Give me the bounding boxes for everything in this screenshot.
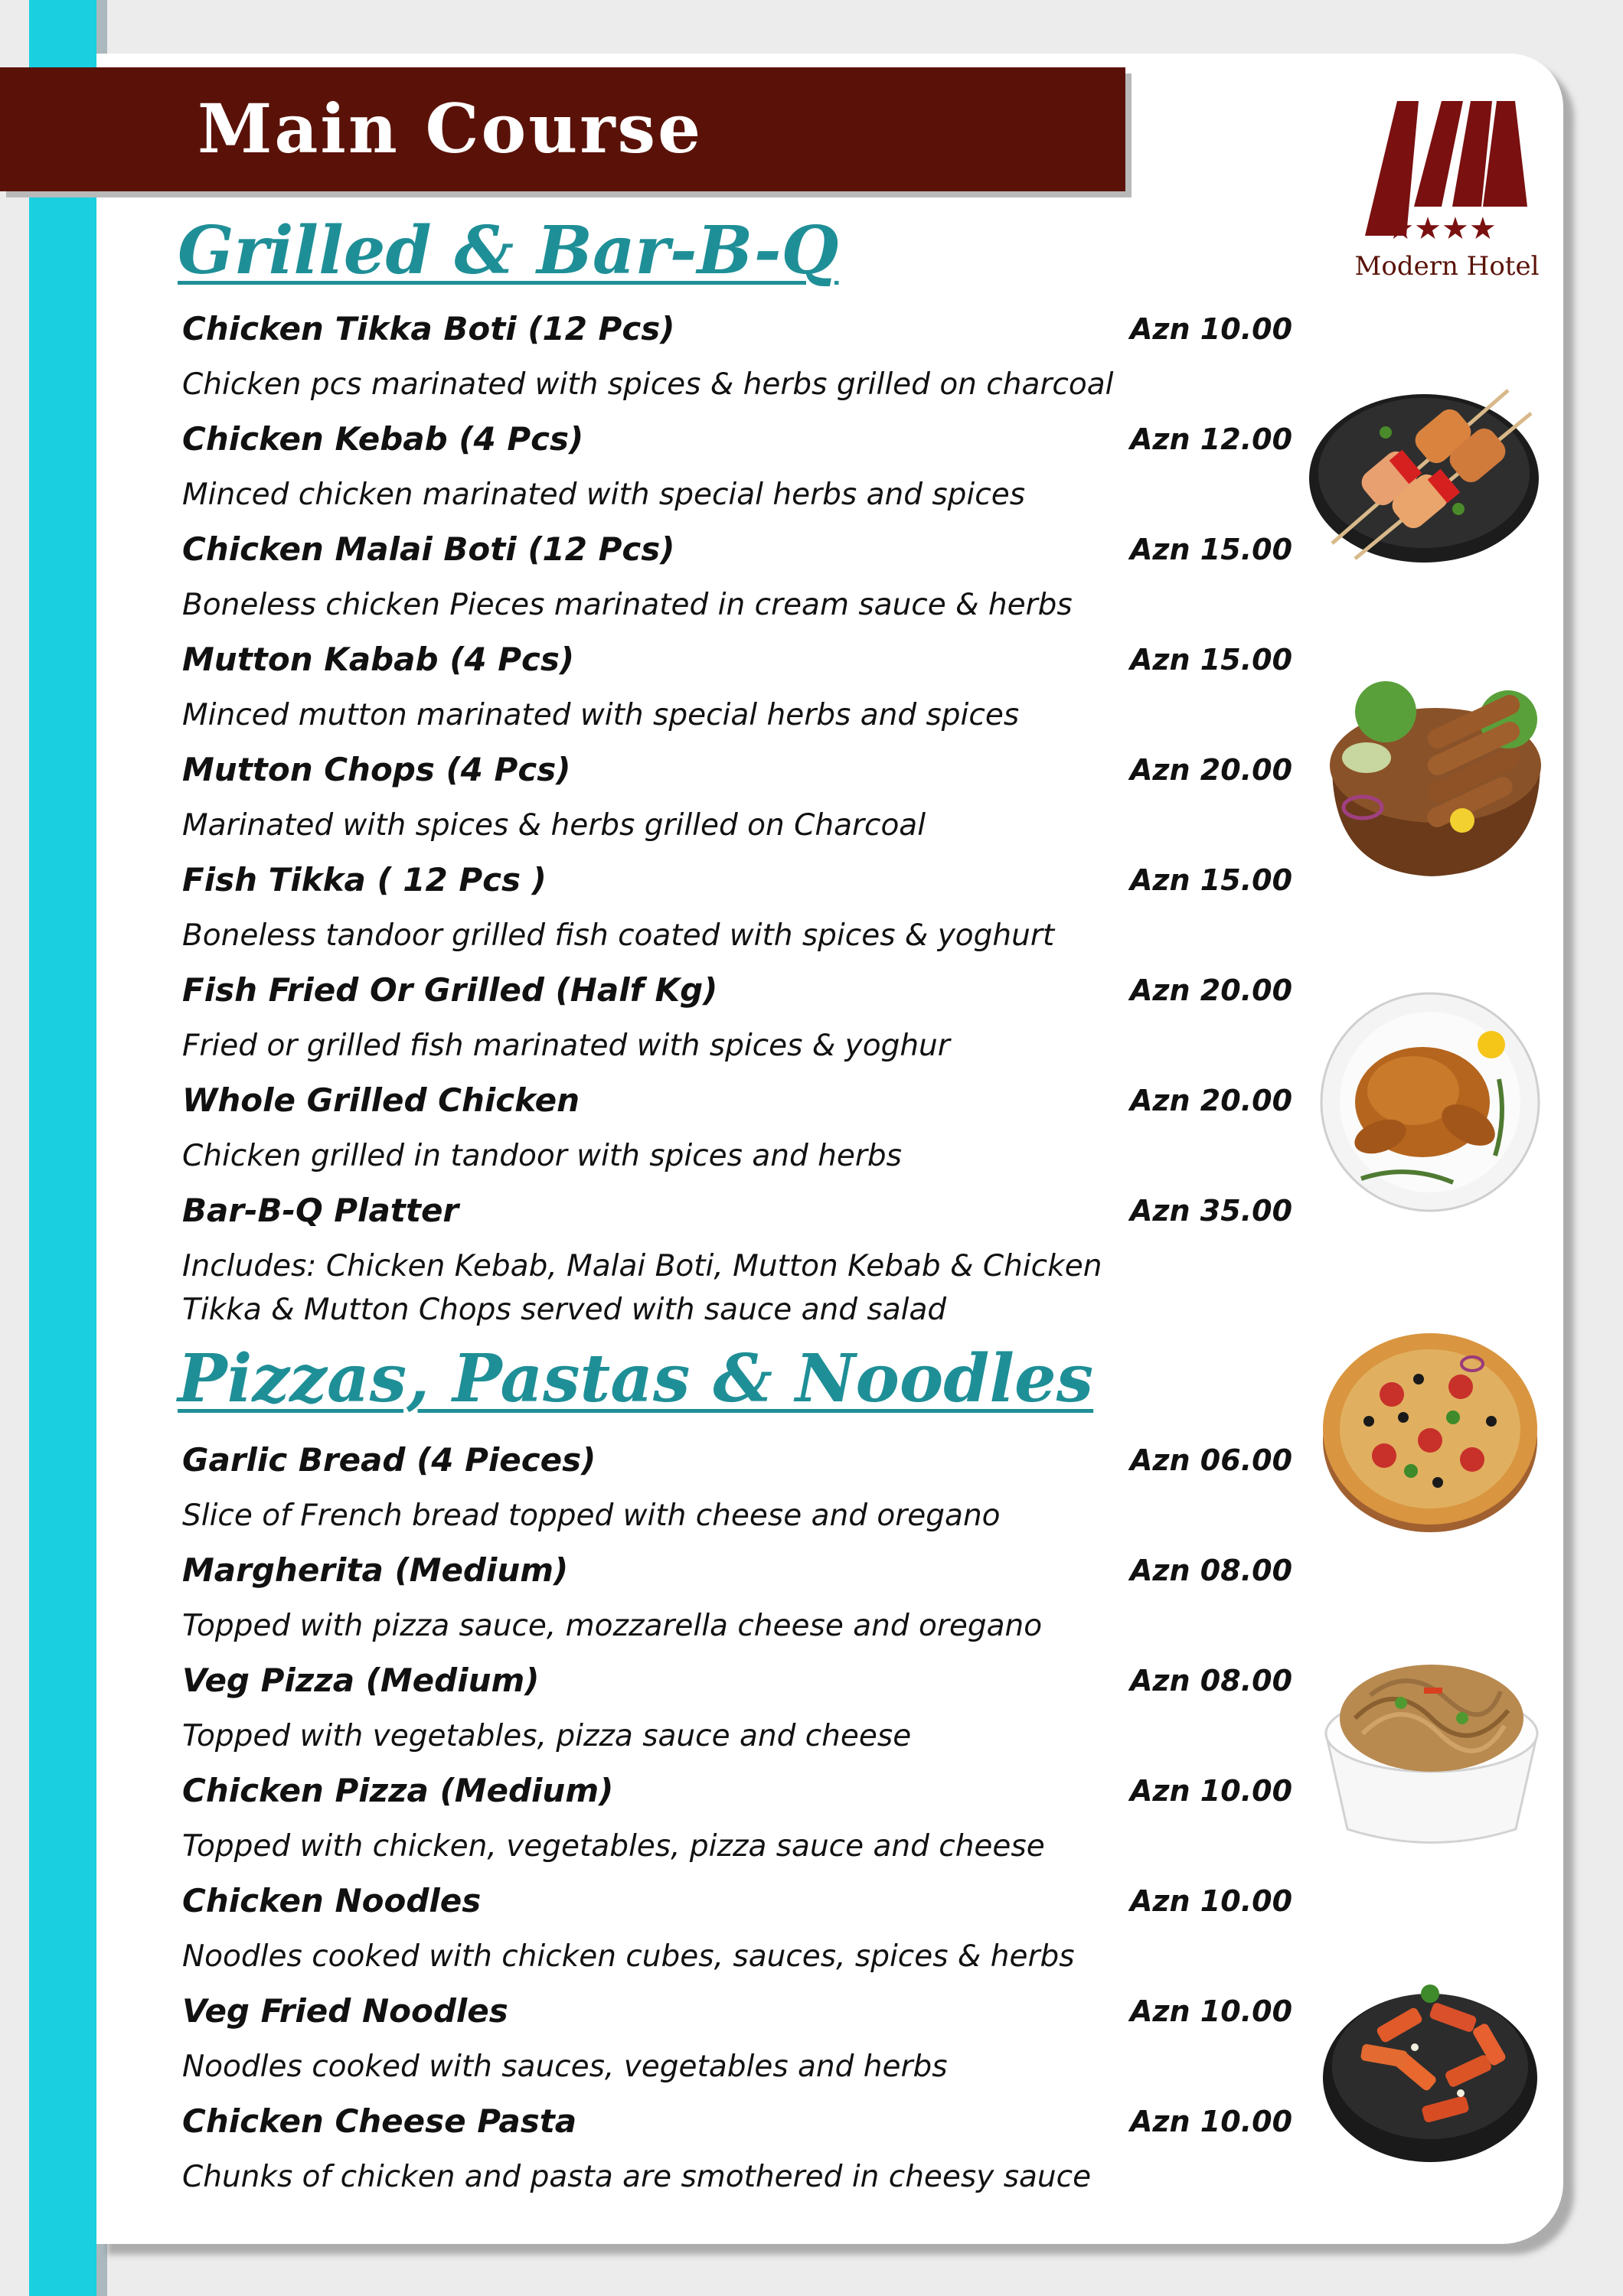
item-price: Azn 15.00: [1130, 863, 1293, 897]
item-price: Azn 20.00: [1130, 753, 1293, 787]
item-name: Veg Pizza (Medium): [182, 1662, 540, 1699]
item-price: Azn 20.00: [1130, 974, 1293, 1007]
menu-item: [182, 1880, 1293, 1990]
item-price: Azn 35.00: [1130, 1194, 1293, 1228]
item-description: Noodles cooked with sauces, vegetables and herbs: [182, 2050, 948, 2084]
menu-item: [182, 2100, 1293, 2210]
menu-item: [182, 969, 1293, 1079]
item-price: Azn 15.00: [1130, 533, 1293, 566]
item-price: Azn 20.00: [1130, 1084, 1293, 1117]
item-price: Azn 12.00: [1130, 422, 1293, 456]
section-heading-pizzas: Pizzas, Pastas & Noodles: [178, 1340, 1094, 1417]
item-description: Includes: Chicken Kebab, Malai Boti, Mutton Kebab & Chicken Tikka & Mutton Chops served with sauce and salad: [182, 1249, 1102, 1327]
item-name: Whole Grilled Chicken: [182, 1081, 580, 1119]
menu-item: [182, 1990, 1293, 2100]
menu-item: [182, 748, 1293, 859]
penne-pasta-image: [1315, 1948, 1545, 2170]
logo-stars: ★★★★: [1386, 211, 1497, 246]
item-description: Slice of French bread topped with cheese and oregano: [182, 1499, 1001, 1533]
item-description: Minced chicken marinated with special herbs and spices: [182, 478, 1026, 512]
item-description: Boneless tandoor grilled fish coated with spices & yoghurt: [182, 918, 1055, 953]
noodles-image: [1317, 1634, 1546, 1856]
item-name: Garlic Bread (4 Pieces): [182, 1441, 596, 1479]
item-name: Fish Fried Or Grilled (Half Kg): [182, 971, 718, 1009]
item-price: Azn 15.00: [1130, 643, 1293, 677]
item-description: Boneless chicken Pieces marinated in cream sauce & herbs: [182, 588, 1073, 622]
item-name: Bar-B-Q Platter: [182, 1192, 459, 1229]
item-description: Chunks of chicken and pasta are smothered in cheesy sauce: [182, 2160, 1092, 2194]
menu-item: [182, 859, 1293, 969]
item-price: Azn 06.00: [1130, 1443, 1293, 1477]
item-name: Chicken Cheese Pasta: [182, 2102, 577, 2140]
item-description: Topped with pizza sauce, mozzarella cheese and oregano: [182, 1609, 1043, 1643]
menu-item: [182, 308, 1293, 418]
hotel-name: Modern Hotel: [1354, 251, 1540, 282]
item-description: Chicken pcs marinated with spices & herbs grilled on charcoal: [182, 367, 1114, 402]
item-name: Chicken Malai Boti (12 Pcs): [182, 530, 675, 568]
menu-item: [182, 1189, 1293, 1341]
left-accent-bar: [29, 0, 96, 2296]
item-description: Topped with vegetables, pizza sauce and cheese: [182, 1719, 912, 1753]
pizza-image: [1315, 1318, 1545, 1540]
grilled-items: [182, 308, 1293, 1341]
item-description: Noodles cooked with chicken cubes, sauces, spices & herbs: [182, 1939, 1075, 1974]
menu-item: [182, 1549, 1293, 1659]
item-name: Chicken Noodles: [182, 1882, 482, 1919]
item-name: Fish Tikka ( 12 Pcs ): [182, 861, 547, 899]
item-name: Veg Fried Noodles: [182, 1992, 508, 2030]
item-price: Azn 10.00: [1130, 2105, 1293, 2138]
seekh-kebab-image: [1317, 658, 1554, 888]
item-price: Azn 08.00: [1130, 1554, 1293, 1587]
page-title: Main Course: [198, 89, 704, 168]
menu-item: [182, 1079, 1293, 1189]
item-description: Fried or grilled fish marinated with spices & yoghur: [182, 1029, 950, 1063]
item-description: Topped with chicken, vegetables, pizza sauce and cheese: [182, 1829, 1045, 1864]
menu-item: [182, 1659, 1293, 1769]
menu-item: [182, 528, 1293, 638]
item-price: Azn 10.00: [1130, 1774, 1293, 1808]
item-price: Azn 10.00: [1130, 1884, 1293, 1918]
menu-item: [182, 1439, 1293, 1549]
item-description: Marinated with spices & herbs grilled on Charcoal: [182, 808, 926, 843]
item-price: Azn 08.00: [1130, 1664, 1293, 1698]
item-name: Chicken Kebab (4 Pcs): [182, 420, 584, 458]
menu-item: [182, 1769, 1293, 1880]
item-price: Azn 10.00: [1130, 312, 1293, 346]
item-name: Mutton Kabab (4 Pcs): [182, 641, 575, 678]
chicken-skewers-image: [1301, 344, 1546, 582]
section-heading-grilled: Grilled & Bar-B-Q: [178, 212, 839, 289]
item-description: Chicken grilled in tandoor with spices and herbs: [182, 1139, 902, 1173]
item-description: Minced mutton marinated with special herbs and spices: [182, 698, 1020, 732]
pizza-items: [182, 1439, 1293, 2210]
menu-item: [182, 638, 1293, 748]
item-name: Mutton Chops (4 Pcs): [182, 751, 571, 788]
menu-item: [182, 418, 1293, 528]
item-price: Azn 10.00: [1130, 1994, 1293, 2028]
title-banner: [0, 67, 1125, 191]
item-name: Chicken Tikka Boti (12 Pcs): [182, 310, 675, 347]
item-name: Margherita (Medium): [182, 1551, 569, 1589]
roast-chicken-image: [1315, 987, 1545, 1217]
item-name: Chicken Pizza (Medium): [182, 1772, 614, 1809]
